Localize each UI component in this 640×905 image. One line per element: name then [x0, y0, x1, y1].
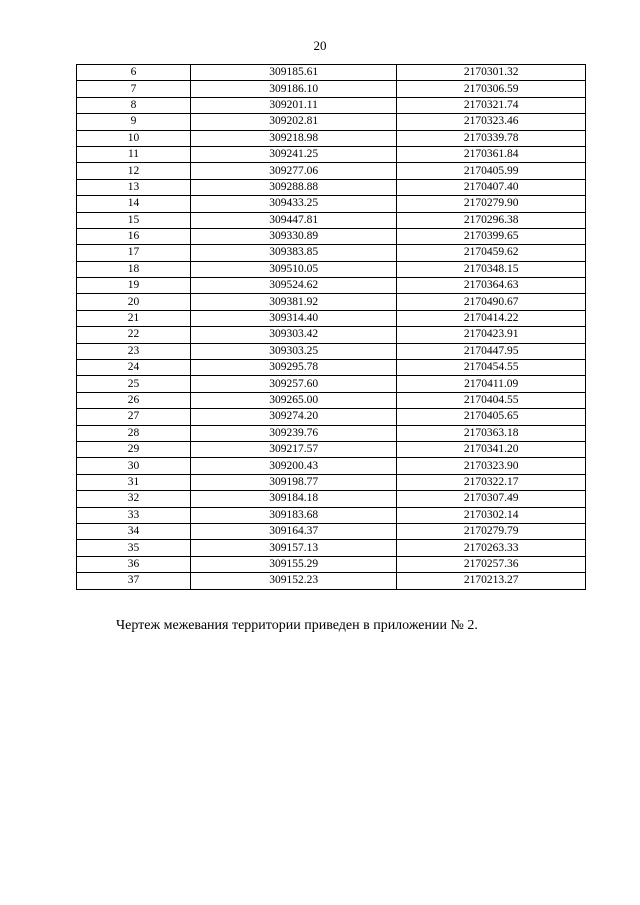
point-number-cell: 13: [77, 179, 191, 195]
table-row: [77, 65, 586, 81]
table-row: [77, 327, 586, 343]
point-number-cell: 19: [77, 278, 191, 294]
coordinates-table: [76, 64, 586, 590]
x-coordinate-cell: 309257.60: [190, 376, 396, 392]
table-row: [77, 278, 586, 294]
x-coordinate-cell: 309433.25: [190, 196, 396, 212]
x-coordinate-cell: 309218.98: [190, 130, 396, 146]
y-coordinate-cell: 2170411.09: [397, 376, 586, 392]
point-number-cell: 6: [77, 65, 191, 81]
x-coordinate-cell: 309295.78: [190, 360, 396, 376]
point-number-cell: 33: [77, 507, 191, 523]
x-coordinate-cell: 309164.37: [190, 523, 396, 539]
point-number-cell: 34: [77, 523, 191, 539]
point-number-cell: 17: [77, 245, 191, 261]
table-row: [77, 310, 586, 326]
x-coordinate-cell: 309510.05: [190, 261, 396, 277]
point-number-cell: 14: [77, 196, 191, 212]
point-number-cell: 35: [77, 540, 191, 556]
x-coordinate-cell: 309200.43: [190, 458, 396, 474]
y-coordinate-cell: 2170263.33: [397, 540, 586, 556]
y-coordinate-cell: 2170414.22: [397, 310, 586, 326]
point-number-cell: 21: [77, 310, 191, 326]
table-row: [77, 573, 586, 589]
x-coordinate-cell: 309303.42: [190, 327, 396, 343]
y-coordinate-cell: 2170363.18: [397, 425, 586, 441]
y-coordinate-cell: 2170323.46: [397, 114, 586, 130]
point-number-cell: 36: [77, 556, 191, 572]
point-number-cell: 9: [77, 114, 191, 130]
table-row: [77, 97, 586, 113]
x-coordinate-cell: 309277.06: [190, 163, 396, 179]
point-number-cell: 29: [77, 441, 191, 457]
x-coordinate-cell: 309239.76: [190, 425, 396, 441]
y-coordinate-cell: 2170364.63: [397, 278, 586, 294]
y-coordinate-cell: 2170279.79: [397, 523, 586, 539]
point-number-cell: 8: [77, 97, 191, 113]
y-coordinate-cell: 2170323.90: [397, 458, 586, 474]
drawing-reference-note: Чертеж межевания территории приведен в приложении № 2.: [116, 618, 478, 633]
table-row: [77, 392, 586, 408]
y-coordinate-cell: 2170213.27: [397, 573, 586, 589]
page-number: 20: [313, 38, 327, 53]
x-coordinate-cell: 309185.61: [190, 65, 396, 81]
table-row: [77, 425, 586, 441]
y-coordinate-cell: 2170490.67: [397, 294, 586, 310]
x-coordinate-cell: 309184.18: [190, 491, 396, 507]
table-row: [77, 556, 586, 572]
y-coordinate-cell: 2170322.17: [397, 474, 586, 490]
x-coordinate-cell: 309152.23: [190, 573, 396, 589]
point-number-cell: 32: [77, 491, 191, 507]
point-number-cell: 26: [77, 392, 191, 408]
point-number-cell: 25: [77, 376, 191, 392]
y-coordinate-cell: 2170306.59: [397, 81, 586, 97]
y-coordinate-cell: 2170361.84: [397, 146, 586, 162]
table-row: [77, 179, 586, 195]
x-coordinate-cell: 309198.77: [190, 474, 396, 490]
x-coordinate-cell: 309202.81: [190, 114, 396, 130]
x-coordinate-cell: 309241.25: [190, 146, 396, 162]
y-coordinate-cell: 2170301.32: [397, 65, 586, 81]
x-coordinate-cell: 309314.40: [190, 310, 396, 326]
point-number-cell: 30: [77, 458, 191, 474]
x-coordinate-cell: 309330.89: [190, 228, 396, 244]
y-coordinate-cell: 2170302.14: [397, 507, 586, 523]
x-coordinate-cell: 309265.00: [190, 392, 396, 408]
y-coordinate-cell: 2170399.65: [397, 228, 586, 244]
point-number-cell: 31: [77, 474, 191, 490]
table-row: [77, 196, 586, 212]
x-coordinate-cell: 309381.92: [190, 294, 396, 310]
table-row: [77, 343, 586, 359]
x-coordinate-cell: 309524.62: [190, 278, 396, 294]
x-coordinate-cell: 309303.25: [190, 343, 396, 359]
y-coordinate-cell: 2170459.62: [397, 245, 586, 261]
x-coordinate-cell: 309447.81: [190, 212, 396, 228]
point-number-cell: 15: [77, 212, 191, 228]
x-coordinate-cell: 309274.20: [190, 409, 396, 425]
table-row: [77, 360, 586, 376]
table-row: [77, 441, 586, 457]
table-row: [77, 130, 586, 146]
table-row: [77, 228, 586, 244]
y-coordinate-cell: 2170407.40: [397, 179, 586, 195]
y-coordinate-cell: 2170405.99: [397, 163, 586, 179]
x-coordinate-cell: 309155.29: [190, 556, 396, 572]
table-row: [77, 114, 586, 130]
point-number-cell: 22: [77, 327, 191, 343]
point-number-cell: 7: [77, 81, 191, 97]
x-coordinate-cell: 309201.11: [190, 97, 396, 113]
x-coordinate-cell: 309157.13: [190, 540, 396, 556]
point-number-cell: 27: [77, 409, 191, 425]
table-row: [77, 409, 586, 425]
y-coordinate-cell: 2170405.65: [397, 409, 586, 425]
point-number-cell: 24: [77, 360, 191, 376]
y-coordinate-cell: 2170307.49: [397, 491, 586, 507]
y-coordinate-cell: 2170423.91: [397, 327, 586, 343]
point-number-cell: 37: [77, 573, 191, 589]
point-number-cell: 10: [77, 130, 191, 146]
table-row: [77, 146, 586, 162]
table-row: [77, 81, 586, 97]
table-row: [77, 523, 586, 539]
table-row: [77, 507, 586, 523]
x-coordinate-cell: 309217.57: [190, 441, 396, 457]
table-row: [77, 540, 586, 556]
x-coordinate-cell: 309183.68: [190, 507, 396, 523]
x-coordinate-cell: 309186.10: [190, 81, 396, 97]
point-number-cell: 12: [77, 163, 191, 179]
table-row: [77, 294, 586, 310]
point-number-cell: 28: [77, 425, 191, 441]
y-coordinate-cell: 2170404.55: [397, 392, 586, 408]
y-coordinate-cell: 2170339.78: [397, 130, 586, 146]
y-coordinate-cell: 2170321.74: [397, 97, 586, 113]
y-coordinate-cell: 2170257.36: [397, 556, 586, 572]
y-coordinate-cell: 2170341.20: [397, 441, 586, 457]
table-row: [77, 376, 586, 392]
x-coordinate-cell: 309288.88: [190, 179, 396, 195]
table-row: [77, 474, 586, 490]
point-number-cell: 20: [77, 294, 191, 310]
y-coordinate-cell: 2170279.90: [397, 196, 586, 212]
x-coordinate-cell: 309383.85: [190, 245, 396, 261]
point-number-cell: 23: [77, 343, 191, 359]
y-coordinate-cell: 2170454.55: [397, 360, 586, 376]
point-number-cell: 18: [77, 261, 191, 277]
table-row: [77, 458, 586, 474]
y-coordinate-cell: 2170348.15: [397, 261, 586, 277]
table-row: [77, 491, 586, 507]
table-row: [77, 163, 586, 179]
coordinates-table-body: [77, 65, 586, 590]
point-number-cell: 11: [77, 146, 191, 162]
table-row: [77, 245, 586, 261]
y-coordinate-cell: 2170296.38: [397, 212, 586, 228]
table-row: [77, 212, 586, 228]
y-coordinate-cell: 2170447.95: [397, 343, 586, 359]
point-number-cell: 16: [77, 228, 191, 244]
table-row: [77, 261, 586, 277]
